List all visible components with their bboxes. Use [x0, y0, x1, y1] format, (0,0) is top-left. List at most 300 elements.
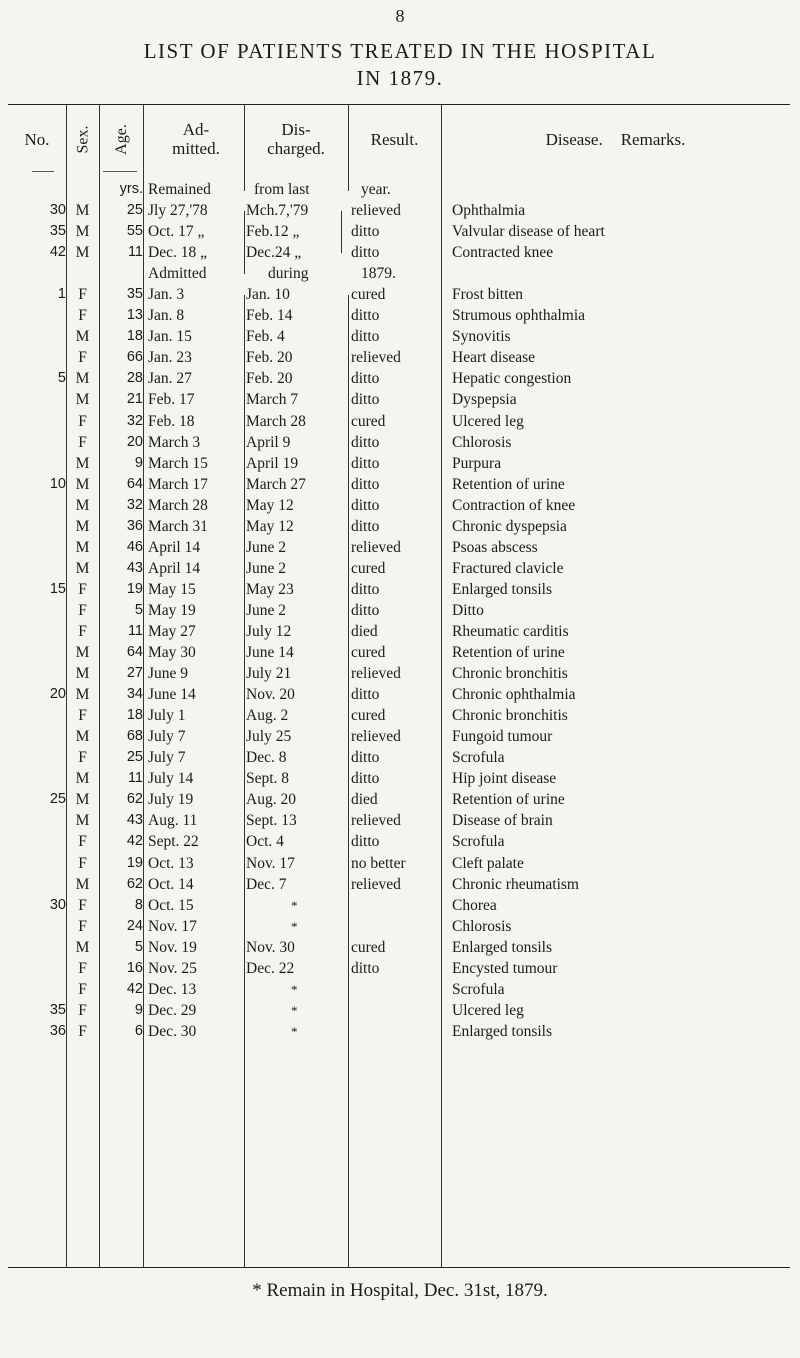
disease: Contraction of knee [452, 496, 576, 514]
patient-age: 19 [126, 580, 143, 597]
admitted-date: Nov. 17 [148, 917, 197, 935]
discharged-date: Feb. 4 [246, 328, 285, 346]
patient-number: 20 [49, 686, 66, 703]
admitted-date: Jly 27,'78 [148, 202, 208, 220]
table-row [8, 411, 790, 432]
table-row [8, 684, 790, 705]
table-row [8, 389, 790, 410]
patient-sex: M [75, 686, 90, 704]
discharged-date: Sept. 13 [246, 812, 297, 830]
patient-sex: F [78, 707, 87, 725]
patient-age: 9 [134, 454, 143, 471]
patient-sex: M [75, 328, 90, 346]
patient-age: 21 [126, 391, 143, 408]
discharged-date: Feb.12 „ [246, 223, 300, 241]
table-row [8, 558, 790, 579]
disease: Heart disease [452, 349, 536, 367]
table-row [8, 221, 790, 242]
disease: Chronic ophthalmia [452, 686, 576, 704]
patient-sex: M [75, 538, 90, 556]
table-row [8, 516, 790, 537]
patient-sex: M [75, 370, 90, 388]
patient-sex: M [75, 812, 90, 830]
table-row [8, 368, 790, 389]
patient-age: 5 [134, 601, 143, 618]
patient-age: 11 [127, 622, 143, 639]
admitted-date: April 14 [148, 559, 201, 577]
patient-sex: M [75, 728, 90, 746]
admitted-date: March 15 [148, 454, 208, 472]
discharged-date: Dec. 7 [246, 875, 287, 893]
table-row [8, 242, 790, 263]
section-remained-part: from last [254, 181, 310, 198]
patient-age: 13 [126, 307, 143, 324]
patient-number: 1 [57, 286, 66, 303]
discharged-date: May 12 [246, 496, 294, 514]
result: ditto [351, 244, 380, 262]
header-disease-remarks [441, 111, 790, 167]
admitted-date: Dec. 29 [148, 1001, 197, 1019]
patient-age: 68 [126, 728, 143, 745]
patient-age: 34 [126, 686, 143, 703]
patient-age: 32 [126, 412, 143, 429]
disease: Chlorosis [452, 433, 512, 451]
patient-sex: F [78, 896, 87, 914]
patient-sex: F [78, 749, 87, 767]
table-row [8, 579, 790, 600]
section-row-admitted [8, 263, 790, 284]
result: ditto [351, 307, 380, 325]
admitted-date: Jan. 15 [148, 328, 192, 346]
admitted-date: Feb. 18 [148, 412, 195, 430]
patient-age: 64 [126, 644, 143, 661]
patient-sex: M [75, 644, 90, 662]
discharged-date: Nov. 17 [246, 854, 295, 872]
patient-age: 8 [134, 896, 143, 913]
patient-sex: F [78, 1022, 87, 1040]
disease: Frost bitten [452, 286, 524, 304]
patient-sex: F [78, 1001, 87, 1019]
admitted-date: Nov. 19 [148, 938, 197, 956]
patient-age: 36 [126, 517, 143, 534]
disease: Chronic bronchitis [452, 707, 568, 725]
admitted-date: July 19 [148, 791, 194, 809]
patient-sex: F [78, 307, 87, 325]
patient-sex: F [78, 833, 87, 851]
discharged-date: * [291, 897, 298, 913]
admitted-date: Oct. 14 [148, 875, 194, 893]
patient-number: 5 [57, 370, 66, 387]
result: relieved [351, 202, 401, 220]
patient-sex: M [75, 665, 90, 683]
discharged-date: July 25 [246, 728, 292, 746]
table-row [8, 200, 790, 221]
disease: Chronic bronchitis [452, 665, 568, 683]
discharged-date: May 23 [246, 580, 294, 598]
discharged-date: Oct. 4 [246, 833, 284, 851]
admitted-date: July 14 [148, 770, 194, 788]
patient-age: 66 [126, 349, 143, 366]
discharged-date: May 12 [246, 517, 294, 535]
patient-age: 24 [126, 917, 143, 934]
disease: Ophthalmia [452, 202, 526, 220]
section-admitted-part: during [268, 265, 309, 283]
disease: Strumous ophthalmia [452, 307, 586, 325]
table-row [8, 768, 790, 789]
table-row [8, 474, 790, 495]
table-row [8, 1021, 790, 1042]
patient-number: 10 [49, 475, 66, 492]
patient-age: 42 [126, 833, 143, 850]
discharged-date: Feb. 20 [246, 370, 293, 388]
disease: Chorea [452, 896, 497, 914]
admitted-date: June 9 [148, 665, 189, 683]
patient-sex: M [75, 791, 90, 809]
header-age-label: Age. [112, 123, 130, 155]
admitted-date: Oct. 17 „ [148, 223, 205, 241]
table-row [8, 705, 790, 726]
patient-age: 62 [126, 875, 143, 892]
admitted-date: June 14 [148, 686, 196, 704]
result: relieved [351, 665, 401, 683]
discharged-date: March 27 [246, 475, 306, 493]
table-row [8, 831, 790, 852]
patient-age: 9 [134, 1001, 143, 1018]
table-row [8, 726, 790, 747]
patient-sex: F [78, 601, 87, 619]
discharged-date: March 28 [246, 412, 306, 430]
table-row [8, 874, 790, 895]
admitted-date: Feb. 17 [148, 391, 195, 409]
patient-sex: F [78, 412, 87, 430]
table-row [8, 326, 790, 347]
patient-age: 43 [126, 559, 143, 576]
patient-number: 30 [49, 896, 66, 913]
disease: Hip joint disease [452, 770, 557, 788]
patient-number: 15 [49, 580, 66, 597]
patient-sex: M [75, 244, 90, 262]
table-body [8, 179, 790, 1042]
table-row [8, 600, 790, 621]
result: ditto [351, 517, 380, 535]
table-row [8, 979, 790, 1000]
disease: Fungoid tumour [452, 728, 553, 746]
disease: Scrofula [452, 749, 505, 767]
patient-age: 25 [126, 749, 143, 766]
admitted-date: Dec. 13 [148, 980, 197, 998]
discharged-date: Dec. 22 [246, 959, 295, 977]
discharged-date: June 2 [246, 538, 287, 556]
discharged-date: March 7 [246, 391, 299, 409]
patient-age: 43 [126, 812, 143, 829]
result: relieved [351, 728, 401, 746]
patient-sex: F [78, 580, 87, 598]
patient-age: 64 [126, 475, 143, 492]
discharged-date: July 21 [246, 665, 292, 683]
disease: Dyspepsia [452, 391, 517, 409]
table-row [8, 495, 790, 516]
table-row [8, 537, 790, 558]
patient-age: 42 [126, 980, 143, 997]
table-row [8, 663, 790, 684]
patient-number: 36 [49, 1022, 66, 1039]
admitted-date: March 28 [148, 496, 208, 514]
header-no: No. [24, 129, 50, 149]
result: died [351, 622, 378, 640]
result: cured [351, 644, 386, 662]
result: ditto [351, 770, 380, 788]
patient-age: 6 [134, 1022, 143, 1039]
patient-sex: M [75, 875, 90, 893]
table-row [8, 284, 790, 305]
result: ditto [351, 391, 380, 409]
table-row [8, 853, 790, 874]
disease: Purpura [452, 454, 502, 472]
result: relieved [351, 812, 401, 830]
admitted-date: March 31 [148, 517, 208, 535]
admitted-date: July 7 [148, 749, 186, 767]
footnote: * Remain in Hospital, Dec. 31st, 1879. [252, 1280, 548, 1301]
disease: Contracted knee [452, 244, 554, 262]
result: cured [351, 938, 386, 956]
admitted-date: July 1 [148, 707, 186, 725]
disease: Synovitis [452, 328, 511, 346]
patient-sex: M [75, 391, 90, 409]
header-dash [32, 171, 54, 172]
patient-sex: F [78, 349, 87, 367]
patient-age: 62 [126, 791, 143, 808]
table-row [8, 642, 790, 663]
section-admitted-part: 1879. [361, 265, 396, 283]
disease: Fractured clavicle [452, 559, 564, 577]
admitted-date: Nov. 25 [148, 959, 197, 977]
table-row [8, 1000, 790, 1021]
disease: Ditto [452, 601, 484, 619]
page-title [0, 38, 800, 92]
patient-sex: F [78, 917, 87, 935]
result: died [351, 791, 378, 809]
result: relieved [351, 875, 401, 893]
disease: Scrofula [452, 833, 505, 851]
admitted-date: Sept. 22 [148, 833, 199, 851]
patient-sex: M [75, 517, 90, 535]
patient-sex: M [75, 770, 90, 788]
admitted-date: Aug. 11 [148, 812, 198, 830]
table-row [8, 810, 790, 831]
title-line-2: IN 1879. [356, 66, 444, 90]
patient-sex: F [78, 433, 87, 451]
discharged-date: Dec. 8 [246, 749, 287, 767]
table-row [8, 916, 790, 937]
patient-age: 46 [126, 538, 143, 555]
disease: Chronic dyspepsia [452, 517, 567, 535]
result: cured [351, 559, 386, 577]
section-admitted-part: Admitted [148, 265, 207, 283]
discharged-date: Nov. 20 [246, 686, 295, 704]
patient-age: 28 [126, 370, 143, 387]
table-row [8, 453, 790, 474]
result: cured [351, 286, 386, 304]
result: ditto [351, 370, 380, 388]
patient-number: 42 [49, 244, 66, 261]
disease: Chlorosis [452, 917, 512, 935]
discharged-date: Aug. 20 [246, 791, 296, 809]
admitted-date: March 17 [148, 475, 208, 493]
admitted-date: Jan. 3 [148, 286, 185, 304]
patient-sex: M [75, 938, 90, 956]
disease: Enlarged tonsils [452, 580, 553, 598]
result: ditto [351, 328, 380, 346]
patient-sex: F [78, 622, 87, 640]
admitted-date: May 27 [148, 622, 196, 640]
patient-age: 18 [126, 707, 143, 724]
patients-table [8, 104, 790, 1268]
admitted-date: Oct. 13 [148, 854, 194, 872]
discharged-date: Feb. 20 [246, 349, 293, 367]
result: ditto [351, 749, 380, 767]
result: ditto [351, 475, 380, 493]
discharged-date: * [291, 981, 298, 997]
result: relieved [351, 538, 401, 556]
discharged-date: * [291, 918, 298, 934]
disease: Retention of urine [452, 791, 565, 809]
patient-sex: M [75, 475, 90, 493]
patient-sex: M [75, 496, 90, 514]
admitted-date: April 14 [148, 538, 201, 556]
disease: Ulcered leg [452, 1001, 524, 1019]
admitted-date: May 15 [148, 580, 196, 598]
discharged-date: Jan. 10 [246, 286, 290, 304]
section-remained-part: year. [361, 181, 391, 198]
disease: Ulcered leg [452, 412, 524, 430]
result: ditto [351, 454, 380, 472]
result: ditto [351, 686, 380, 704]
disease: Scrofula [452, 980, 505, 998]
disease: Enlarged tonsils [452, 1022, 553, 1040]
patient-age: 19 [126, 854, 143, 871]
discharged-date: June 2 [246, 559, 287, 577]
disease: Hepatic congestion [452, 370, 572, 388]
patient-age: 20 [126, 433, 143, 450]
header-remarks: Remarks. [620, 129, 686, 149]
result: ditto [351, 601, 380, 619]
patient-sex: F [78, 980, 87, 998]
admitted-date: May 30 [148, 644, 196, 662]
discharged-date: April 19 [246, 454, 299, 472]
table-row [8, 432, 790, 453]
table-row [8, 958, 790, 979]
result: ditto [351, 959, 380, 977]
header-age [99, 111, 143, 167]
result: cured [351, 412, 386, 430]
patient-age: 25 [126, 202, 143, 219]
page-number: 8 [395, 6, 405, 26]
patient-sex: M [75, 559, 90, 577]
table-row [8, 895, 790, 916]
table-row [8, 347, 790, 368]
patient-age: 11 [127, 244, 143, 261]
age-unit: yrs. [119, 181, 143, 197]
result: ditto [351, 223, 380, 241]
result: ditto [351, 833, 380, 851]
discharged-date: June 2 [246, 601, 287, 619]
admitted-date: Dec. 30 [148, 1022, 197, 1040]
admitted-date: Jan. 27 [148, 370, 192, 388]
discharged-date: * [291, 1023, 298, 1039]
discharged-date: July 12 [246, 622, 292, 640]
result: ditto [351, 580, 380, 598]
admitted-date: Oct. 15 [148, 896, 194, 914]
admitted-date: Jan. 23 [148, 349, 192, 367]
disease: Disease of brain [452, 812, 553, 830]
patient-age: 55 [126, 223, 143, 240]
discharged-date: Nov. 30 [246, 938, 295, 956]
patient-number: 25 [49, 791, 66, 808]
discharged-date: April 9 [246, 433, 291, 451]
disease: Retention of urine [452, 644, 565, 662]
table-row [8, 747, 790, 768]
patient-sex: M [75, 454, 90, 472]
discharged-date: Aug. 2 [246, 707, 289, 725]
header-sex-label: Sex. [74, 125, 91, 153]
patient-age: 32 [126, 496, 143, 513]
patient-number: 35 [49, 1001, 66, 1018]
patient-number: 30 [49, 202, 66, 219]
disease: Valvular disease of heart [452, 223, 605, 241]
admitted-date: Dec. 18 „ [148, 244, 207, 262]
result: no better [351, 854, 406, 872]
disease: Rheumatic carditis [452, 622, 569, 640]
result: ditto [351, 433, 380, 451]
disease: Enlarged tonsils [452, 938, 553, 956]
patient-sex: M [75, 202, 90, 220]
admitted-date: May 19 [148, 601, 196, 619]
table-row [8, 937, 790, 958]
admitted-date: Jan. 8 [148, 307, 185, 325]
disease: Chronic rheumatism [452, 875, 579, 893]
patient-age: 5 [134, 938, 143, 955]
patient-age: 27 [126, 665, 143, 682]
discharged-date: Sept. 8 [246, 770, 290, 788]
result: cured [351, 707, 386, 725]
patient-number: 35 [49, 223, 66, 240]
result: ditto [351, 496, 380, 514]
admitted-date: March 3 [148, 433, 201, 451]
admitted-date: July 7 [148, 728, 186, 746]
discharged-date: * [291, 1002, 298, 1018]
header-discharged: Dis- charged. [267, 120, 325, 158]
discharged-date: Feb. 14 [246, 307, 293, 325]
header-sex [66, 111, 99, 167]
disease: Encysted tumour [452, 959, 558, 977]
discharged-date: June 14 [246, 644, 294, 662]
patient-sex: F [78, 286, 87, 304]
patient-sex: F [78, 854, 87, 872]
disease: Psoas abscess [452, 538, 538, 556]
disease: Retention of urine [452, 475, 565, 493]
discharged-date: Dec.24 „ [246, 244, 302, 262]
table-row [8, 621, 790, 642]
section-row-remained [8, 179, 790, 200]
patient-age: 35 [126, 286, 143, 303]
patient-sex: F [78, 959, 87, 977]
header-dash [103, 171, 137, 172]
patient-age: 16 [126, 959, 143, 976]
patient-age: 18 [126, 328, 143, 345]
discharged-date: Mch.7,'79 [246, 202, 309, 220]
disease: Cleft palate [452, 854, 524, 872]
patient-age: 11 [127, 770, 143, 787]
